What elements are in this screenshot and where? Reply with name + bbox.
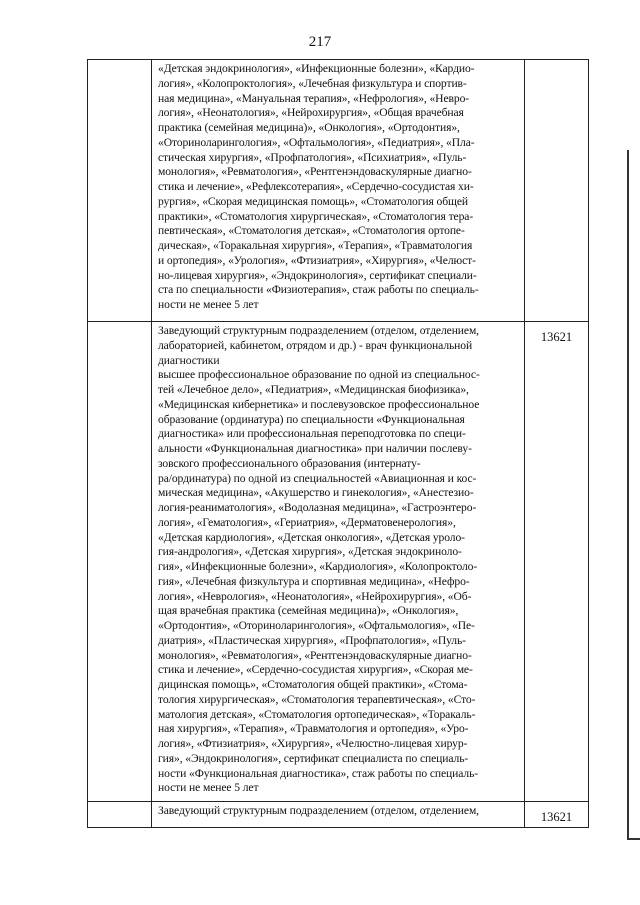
position-requirements-cell: [152, 60, 525, 322]
salary-value: 13621: [540, 330, 573, 344]
salary-cell: [525, 802, 589, 828]
scan-page-edge: [627, 150, 629, 840]
salary-cell: [525, 322, 589, 802]
row-number-cell: [88, 322, 152, 802]
row-number-cell: [88, 60, 152, 322]
requirements-text: «Детская эндокринология», «Инфекционные болезни», «Кардио- логия», «Колопроктология», «Лечебная физкультура и спортив- ная медицина», «Мануальная терапия», «Нефрология», «Невро- логия», «Неонатология», «Нейрохирургия», «Общая врачебная практика (семейная медицина)», «Онкология», «Ортодонтия», «Оториноларингология», «Офтальмология», «Педиатрия», «Пла- стическая хирургия», «Профпатология», «Психиатрия», «Пуль- монология», «Ревматология», «Рентгенэндоваскулярные диагно- стика и лечение», «Рефлексотерапия», «Сердечно-сосудистая хи- рургия», «Скорая медицинская помощь», «Стоматология общей практики», «Стоматология хирургическая», «Стоматология тера- певтическая», «Стоматология детская», «Стоматология ортопе- дическая», «Торакальная хирургия», «Терапия», «Травматология и ортопедия», «Урология», «Фтизиатрия», «Хирургия», «Челюст- но-лицевая хирургия», «Эндокринология», сертификат специали- ста по специальности «Физиотерапия», стаж работы по специаль- ности не менее 5 лет: [158, 62, 479, 311]
position-requirements-cell: [152, 322, 525, 802]
salary-value: 13621: [540, 810, 573, 824]
page-number: 217: [308, 34, 332, 50]
table-row: [88, 802, 589, 828]
salary-cell: [525, 60, 589, 322]
table-row: [88, 322, 589, 802]
salary-value: [525, 60, 588, 68]
requirements-text: Заведующий структурным подразделением (отделом, отделением, лабораторией, кабинетом, отрядом и др.) - врач функциональной диагностики высшее профессиональное образование по одной из специальнос- тей «Лечебное дело», «Педиатрия», «Медицинская биофизика», «Медицинская кибернетика» и послевузовское профессиональное образование (ординатура) по специальности «Функциональная диагностика» или профессиональная переподготовка по специ- альности «Функциональная диагностика» при наличии послеву- зовского профессионального образования (интернату- ра/ординатура) по одной из специальностей «Авиационная и кос- мическая медицина», «Акушерство и гинекология», «Анестезио- логия-реаниматология», «Водолазная медицина», «Гастроэнтеро- логия», «Гематология», «Гериатрия», «Дерматовенерология», «Детская кардиология», «Детская онкология», «Детская уроло- гия-андрология», «Детская хирургия», «Детская эндокриноло- гия», «Инфекционные болезни», «Кардиология», «Колопроктоло- гия», «Лечебная физкультура и спортивная медицина», «Нефро- логия», «Неврология», «Неонатология», «Нейрохирургия», «Об- щая врачебная практика (семейная медицина)», «Онкология», «Ортодонтия», «Оториноларингология», «Офтальмология», «Пе- диатрия», «Пластическая хирургия», «Профпатология», «Пуль- монология», «Ревматология», «Рентгенэндоваскулярные диагно- стика и лечение», «Сердечно-сосудистая хирургия», «Скорая ме- дицинская помощь», «Стоматология общей практики», «Стома- тология хирургическая», «Стоматология терапевтическая», «Сто- матология детская», «Стоматология ортопедическая», «Торакаль- ная хирургия», «Терапия», «Травматология и ортопедия», «Уро- логия», «Фтизиатрия», «Хирургия», «Челюстно-лицевая хирур- гия», «Эндокринология», сертификат специалиста по специаль- ности «Функциональная диагностика», стаж работы по специаль- ности не менее 5 лет: [158, 324, 480, 795]
row-number-cell: [88, 802, 152, 828]
table-row: [88, 60, 589, 322]
position-requirements-cell: [152, 802, 525, 828]
scan-page-edge-foot: [627, 838, 640, 840]
staff-qualification-table: [87, 59, 589, 828]
requirements-text: Заведующий структурным подразделением (отделом, отделением,: [158, 804, 479, 817]
